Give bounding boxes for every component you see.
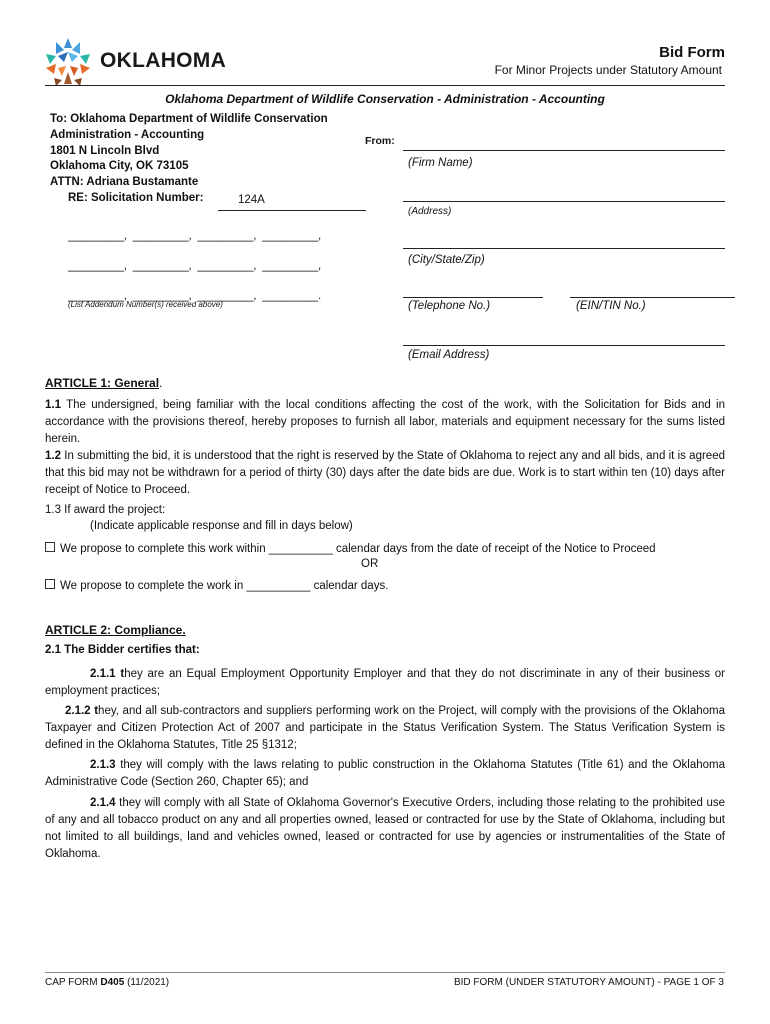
form-title: Bid Form (659, 44, 725, 61)
article1-heading (45, 376, 162, 390)
article2-subheading: 2.1 The Bidder certifies that: (45, 644, 200, 656)
footer-suffix: (11/2021) (124, 977, 170, 988)
paragraph-1-3-line-1: 1.3 If award the project: (45, 504, 166, 516)
addendum-row-3[interactable]: _________, _________, _________, _________. (68, 290, 321, 302)
footer-form-code: D405 (100, 977, 125, 988)
paragraph-2-1-3-text: they will comply with the laws relating to public construction in the Oklahoma Statutes (Title 61) and the Oklahoma Administrative Code (Section 260, Chapter 65); and (45, 759, 725, 788)
footer-prefix: CAP FORM (45, 977, 101, 988)
to-line-1: To: Oklahoma Department of Wildlife Conservation (50, 113, 328, 125)
paragraph-2-1-4 (45, 795, 725, 863)
paragraph-1-3-line-2: (Indicate applicable response and fill in days below) (90, 520, 353, 532)
addendum-row-2[interactable]: _________, _________, _________, _________, (68, 260, 321, 272)
ein-tin-label: (EIN/TIN No.) (576, 300, 646, 312)
paragraph-2-1-2-text: hey, and all sub-contractors and suppliers performing work on the Project, will comply with the provisions of the Oklahoma Taxpayer and Citizen Protection Act of 2007 and participate in the Status Verification System. The Status Verification System is defined in the Oklahoma Statutes, Title 25 §1312; (45, 705, 725, 751)
addendum-row-1[interactable]: _________, _________, _________, _________, (68, 230, 321, 242)
to-line-5: ATTN: Adriana Bustamante (50, 176, 199, 188)
footer-divider (45, 972, 725, 973)
to-line-3: 1801 N Lincoln Blvd (50, 145, 160, 157)
city-state-zip-label: (City/State/Zip) (408, 254, 485, 266)
paragraph-2-1-1 (45, 666, 725, 700)
form-subtitle: For Minor Projects under Statutory Amount (494, 63, 722, 77)
article1-heading-period: . (159, 376, 163, 390)
logo-text: OKLAHOMA (100, 49, 227, 72)
or-label: OR (361, 558, 379, 570)
address-field[interactable] (403, 201, 725, 202)
completion-option-2[interactable] (45, 579, 388, 594)
city-state-zip-field[interactable] (403, 248, 725, 249)
option-1-text: We propose to complete this work within __________ calendar days from the date of receipt of the Notice to Proceed (60, 543, 656, 555)
article2-heading: ARTICLE 2: Compliance. (45, 623, 186, 637)
paragraph-2-1-2 (45, 703, 725, 754)
address-label: (Address) (408, 206, 452, 217)
from-label: From: (365, 135, 395, 147)
paragraph-2-1-1-number: 2.1.1 t (90, 668, 125, 680)
ein-tin-field[interactable] (570, 297, 735, 298)
to-line-4: Oklahoma City, OK 73105 (50, 160, 189, 172)
telephone-field[interactable] (403, 297, 543, 298)
solicitation-label: RE: Solicitation Number: (68, 192, 204, 204)
header-divider (45, 85, 725, 86)
solicitation-underline (218, 210, 366, 211)
footer-page-info: BID FORM (UNDER STATUTORY AMOUNT) - PAGE 1 OF 3 (453, 977, 724, 988)
option-2-text: We propose to complete the work in __________ calendar days. (60, 580, 389, 592)
email-field[interactable] (403, 345, 725, 346)
paragraph-1-2-number: 1.2 (45, 450, 61, 462)
option-1-checkbox[interactable] (45, 542, 55, 552)
addendum-caption: (List Addendum Number(s) received above) (68, 300, 223, 309)
solicitation-number-field[interactable]: 124A (238, 194, 265, 206)
paragraph-2-1-2-number: 2.1.2 t (65, 705, 99, 717)
oklahoma-logo (42, 36, 227, 88)
completion-option-1[interactable] (45, 542, 656, 557)
paragraph-1-1 (45, 397, 725, 448)
paragraph-2-1-3 (45, 757, 725, 791)
oklahoma-logo-icon (42, 36, 94, 88)
firm-name-field[interactable] (403, 150, 725, 151)
to-line-2: Administration - Accounting (50, 129, 205, 141)
department-heading: Oklahoma Department of Wildlife Conservation - Administration - Accounting (165, 92, 605, 106)
telephone-label: (Telephone No.) (408, 300, 491, 312)
paragraph-2-1-3-number: 2.1.3 (90, 759, 116, 771)
paragraph-1-1-number: 1.1 (45, 399, 61, 411)
article1-heading-text: ARTICLE 1: General (45, 376, 160, 390)
option-2-checkbox[interactable] (45, 579, 55, 589)
footer-form-id (45, 977, 169, 988)
paragraph-2-1-4-number: 2.1.4 (90, 797, 116, 809)
firm-name-label: (Firm Name) (408, 157, 473, 169)
paragraph-1-2-text: In submitting the bid, it is understood that the right is reserved by the State of Oklahoma to reject any and all bids, and it is agreed that this bid may not be withdrawn for a period of thirty (30) days after the date bids are due. Work is to start within ten (10) days after receipt of Notice to Proceed. (45, 450, 725, 496)
email-label: (Email Address) (408, 349, 490, 361)
paragraph-2-1-1-text: hey are an Equal Employment Opportunity Employer and that they do not discriminate in any of their business or employment practices; (45, 668, 725, 697)
paragraph-2-1-4-text: they will comply with all State of Oklahoma Governor's Executive Orders, including those relating to the prohibited use of any and all tobacco product on any and all properties owned, leased or contracted for use by the State of Oklahoma, including but not limited to all buildings, land and vehicles owned, leased or contracted for use by agencies or instrumentalities of the State of Oklahoma. (45, 797, 725, 860)
paragraph-1-1-text: The undersigned, being familiar with the local conditions affecting the cost of the work, with the Solicitation for Bids and in accordance with the provisions thereof, hereby proposes to furnish all labor, materials and equipment necessary for the sums listed herein. (45, 399, 725, 445)
paragraph-1-2 (45, 448, 725, 499)
